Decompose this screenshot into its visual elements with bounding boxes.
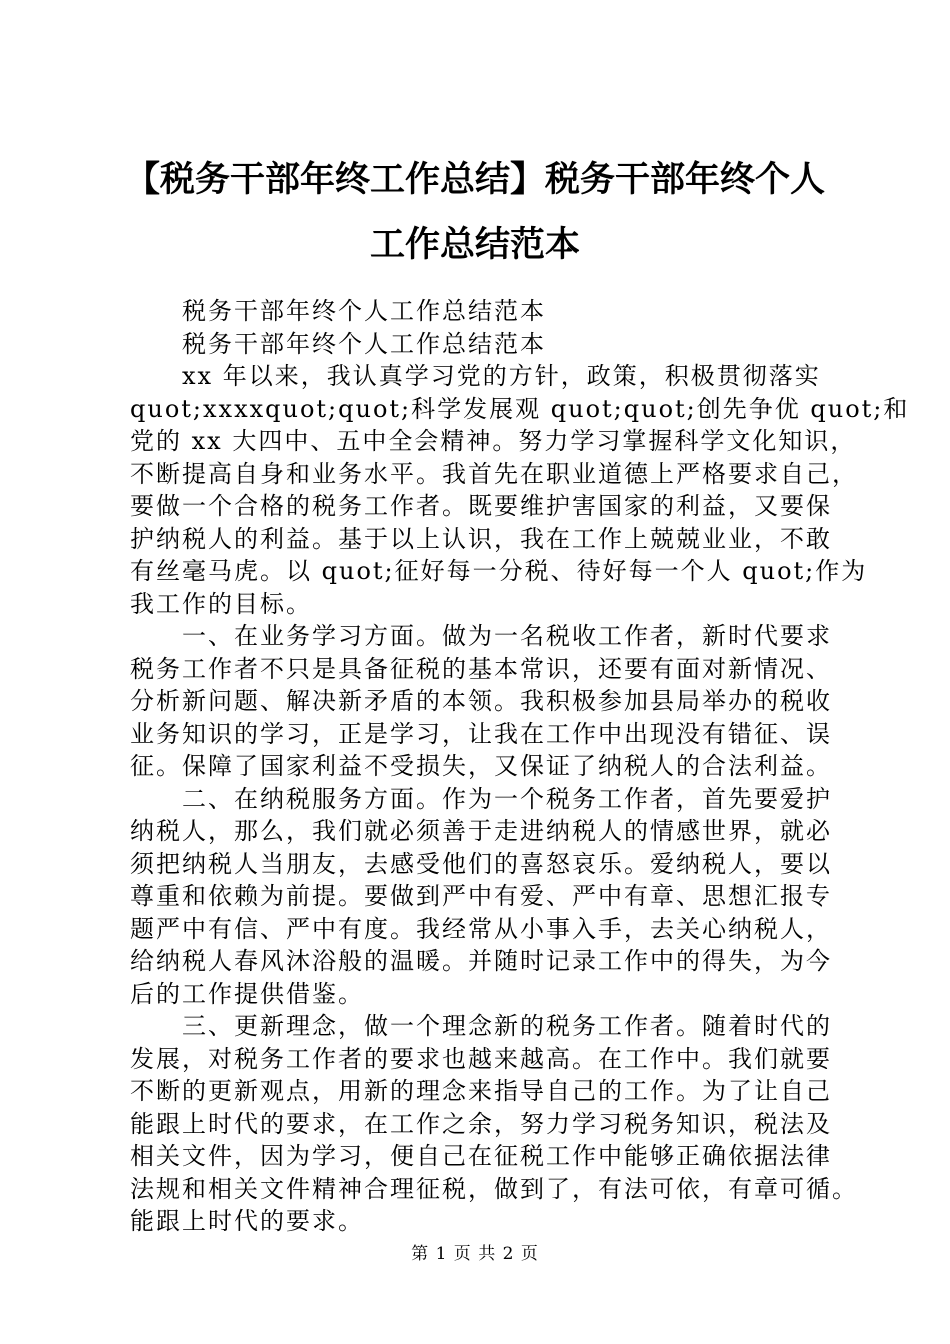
body-line: 我工作的目标。 bbox=[130, 589, 312, 618]
body-line: xx 年以来，我认真学习党的方针，政策，积极贯彻落实 bbox=[182, 362, 821, 390]
body-line: 尊重和依赖为前提。要做到严中有爱、严中有章、思想汇报专 bbox=[130, 882, 832, 910]
body-line: 题严中有信、严中有度。我经常从小事入手，去关心纳税人， bbox=[130, 914, 832, 943]
body-line: 党的 xx 大四中、五中全会精神。努力学习掌握科学文化知识， bbox=[130, 427, 857, 455]
body-line: 能跟上时代的要求。 bbox=[130, 1207, 364, 1235]
body-line: 税务干部年终个人工作总结范本 bbox=[182, 329, 546, 358]
body-line: 征。保障了国家利益不受损失，又保证了纳税人的合法利益。 bbox=[130, 752, 832, 780]
body-line: 不断的更新观点，用新的理念来指导自己的工作。为了让自己 bbox=[130, 1077, 832, 1105]
body-line: 后的工作提供借鉴。 bbox=[130, 979, 364, 1008]
body-line: 护纳税人的利益。基于以上认识，我在工作上兢兢业业，不敢 bbox=[130, 524, 832, 553]
body-line: 法规和相关文件精神合理征税，做到了，有法可依，有章可循。 bbox=[130, 1174, 858, 1203]
body-line: 须把纳税人当朋友，去感受他们的喜怒哀乐。爱纳税人，要以 bbox=[130, 849, 832, 878]
body-line: 业务知识的学习，正是学习，让我在工作中出现没有错征、误 bbox=[130, 719, 832, 748]
body-line: 相关文件，因为学习，便自己在征税工作中能够正确依据法律 bbox=[130, 1142, 832, 1170]
body-line: 纳税人，那么，我们就必须善于走进纳税人的情感世界，就必 bbox=[130, 817, 832, 845]
body-line: 发展，对税务工作者的要求也越来越高。在工作中。我们就要 bbox=[130, 1044, 832, 1073]
document-body bbox=[130, 295, 910, 1238]
body-line: 二、在纳税服务方面。作为一个税务工作者，首先要爱护 bbox=[182, 784, 832, 813]
body-line: 能跟上时代的要求，在工作之余，努力学习税务知识，税法及 bbox=[130, 1109, 832, 1138]
document-title-line-1: 【税务干部年终工作总结】税务干部年终个人 bbox=[124, 160, 825, 200]
body-line: 一、在业务学习方面。做为一名税收工作者，新时代要求 bbox=[182, 622, 832, 650]
page-footer: 第 1 页 共 2 页 bbox=[411, 1244, 539, 1264]
body-line: 分析新问题、解决新矛盾的本领。我积极参加县局举办的税收 bbox=[130, 687, 832, 715]
body-line: quot;xxxxquot;quot;科学发展观 quot;quot;创先争优 quot;和 bbox=[130, 394, 910, 423]
body-line: 税务工作者不只是具备征税的基本常识，还要有面对新情况、 bbox=[130, 654, 832, 683]
body-line: 给纳税人春风沐浴般的温暖。并随时记录工作中的得失，为今 bbox=[130, 947, 832, 975]
document-title-line-2: 工作总结范本 bbox=[369, 225, 580, 265]
body-line: 要做一个合格的税务工作者。既要维护害国家的利益，又要保 bbox=[130, 492, 832, 520]
body-line: 不断提高自身和业务水平。我首先在职业道德上严格要求自己， bbox=[130, 459, 858, 488]
body-line: 三、更新理念，做一个理念新的税务工作者。随着时代的 bbox=[182, 1012, 832, 1040]
body-line: 有丝毫马虎。以 quot;征好每一分税、待好每一个人 quot;作为 bbox=[130, 557, 868, 585]
body-line: 税务干部年终个人工作总结范本 bbox=[182, 297, 546, 325]
